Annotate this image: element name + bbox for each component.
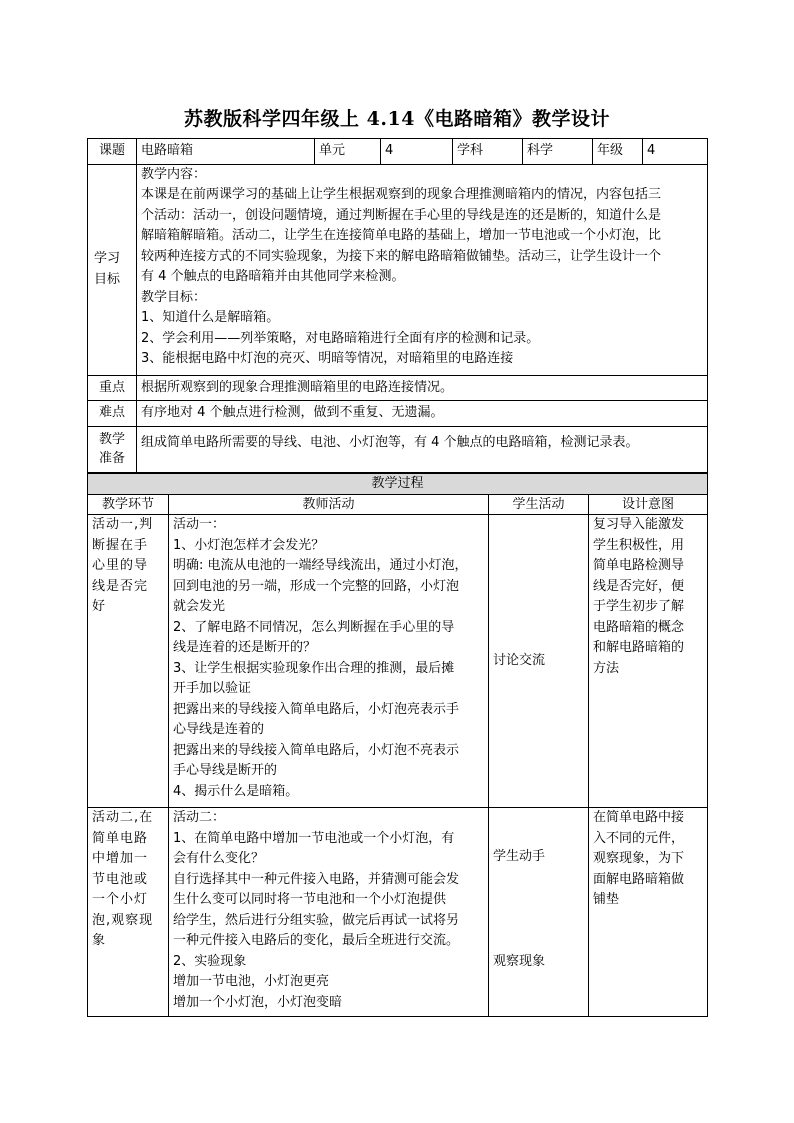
grade-value: 4: [643, 139, 708, 165]
key-point-text: 根据所观察到的现象合理推测暗箱里的电路连接情况。: [137, 375, 708, 401]
info-table: [87, 138, 708, 473]
unit-value: 4: [381, 139, 453, 165]
objectives-line: 教学目标：: [141, 289, 207, 305]
subject-label: 学科: [453, 139, 523, 165]
process-table: [87, 473, 708, 1017]
objectives-line: 解暗箱解暗箱。活动二，让学生在连接简单电路的基础上，增加一节电池或一个小灯泡，比: [141, 228, 662, 243]
page-title: 苏教版科学四年级上 4.14《电路暗箱》教学设计: [184, 108, 610, 130]
student-observe: 观察现象: [493, 953, 546, 969]
stage-cell: 活动二,在 简单电路 中增加一 节电池或 一个小灯 泡,观察现 象: [88, 808, 169, 1017]
unit-label: 单元: [315, 139, 381, 165]
key-point-label: 重点: [88, 375, 137, 401]
header-stage: 教学环节: [88, 495, 169, 515]
objectives-line: 本课是在前两课学习的基础上让学生根据观察到的现象合理推测暗箱内的情况，内容包括三: [141, 187, 662, 202]
subject-value: 科学: [523, 139, 593, 165]
student-cell: 讨论交流: [489, 515, 589, 808]
intent-cell: 在简单电路中接 入不同的元件， 观察现象，为下 面解电路暗箱做 铺垫: [589, 808, 708, 1017]
student-cell: [489, 808, 589, 1017]
header-student: 学生活动: [489, 495, 589, 515]
table-row: [88, 808, 708, 1017]
objectives-line: 1、知道什么是解暗箱。: [141, 310, 280, 325]
intent-cell: 复习导入能激发 学生积极性，用 简单电路检测导 线是否完好，便 于学生初步了解 电路暗箱的概念 和解电路暗箱的 方法: [589, 515, 708, 808]
objectives-line: 较两种连接方式的不同实验现象，为接下来的解电路暗箱做铺垫。活动三，让学生设计一个: [141, 248, 662, 264]
stage-cell: 活动一,判 断握在手 心里的导 线是否完 好: [88, 515, 169, 808]
table-row: [88, 515, 708, 808]
course-value: 电路暗箱: [137, 139, 315, 165]
objectives-line: 2、学会利用——列举策略，对电路暗箱进行全面有序的检测和记录。: [141, 330, 540, 346]
course-label: 课题: [88, 139, 137, 165]
prep-label: 教学 准备: [88, 426, 137, 472]
objectives-content: [137, 164, 708, 375]
grade-label: 年级: [593, 139, 643, 165]
objectives-label: 学习 目标: [88, 164, 137, 375]
teacher-cell: 活动一： 1、小灯泡怎样才会发光？ 明确: 电流从电池的一端经导线流出，通过小灯泡， 回到电池的另一端，形成一个完整的回路，小灯泡 就会发光 2、了解电路不同情况，怎么判断握在手心里的导 线是连着的还是断开的？ 3、让学生根据实验现象作出合理的推测，最后摊 开手加以验证 把露出来的导线接入简单电路后，小灯泡亮表示手 心导线是连着的 把露出来的导线接入简单电路后，小灯泡不亮表示 手心导线是断开的 4、揭示什么是暗箱。: [169, 515, 489, 808]
header-teacher: 教师活动: [169, 495, 489, 515]
objectives-line: 3、能根据电路中灯泡的亮灭、明暗等情况，对暗箱里的电路连接: [141, 351, 514, 366]
objectives-line: 有 4 个触点的电路暗箱并由其他同学来检测。: [141, 269, 405, 284]
prep-text: 组成简单电路所需要的导线、电池、小灯泡等，有 4 个触点的电路暗箱，检测记录表。: [137, 426, 708, 472]
difficulty-text: 有序地对 4 个触点进行检测，做到不重复、无遗漏。: [137, 401, 708, 427]
teacher-cell: 活动二： 1、在简单电路中增加一节电池或一个小灯泡，有 会有什么变化？ 自行选择其中一种元件接入电路，并猜测可能会发 生什么变可以同时将一节电池和一个小灯泡提供 给学生，然后进行分组实验，做完后再试一试将另 一种元件接入电路后的变化，最后全班进行交流。 2、实验现象 增加一节电池，小灯泡更亮 增加一个小灯泡，小灯泡变暗: [169, 808, 489, 1017]
process-title: 教学过程: [88, 474, 708, 495]
header-intent: 设计意图: [589, 495, 708, 515]
difficulty-label: 难点: [88, 401, 137, 427]
objectives-line: 个活动：活动一，创设问题情境，通过判断握在手心里的导线是连的还是断的，知道什么是: [141, 207, 662, 223]
student-hands-on: 学生动手: [493, 849, 546, 864]
objectives-line: 教学内容：: [141, 166, 207, 182]
